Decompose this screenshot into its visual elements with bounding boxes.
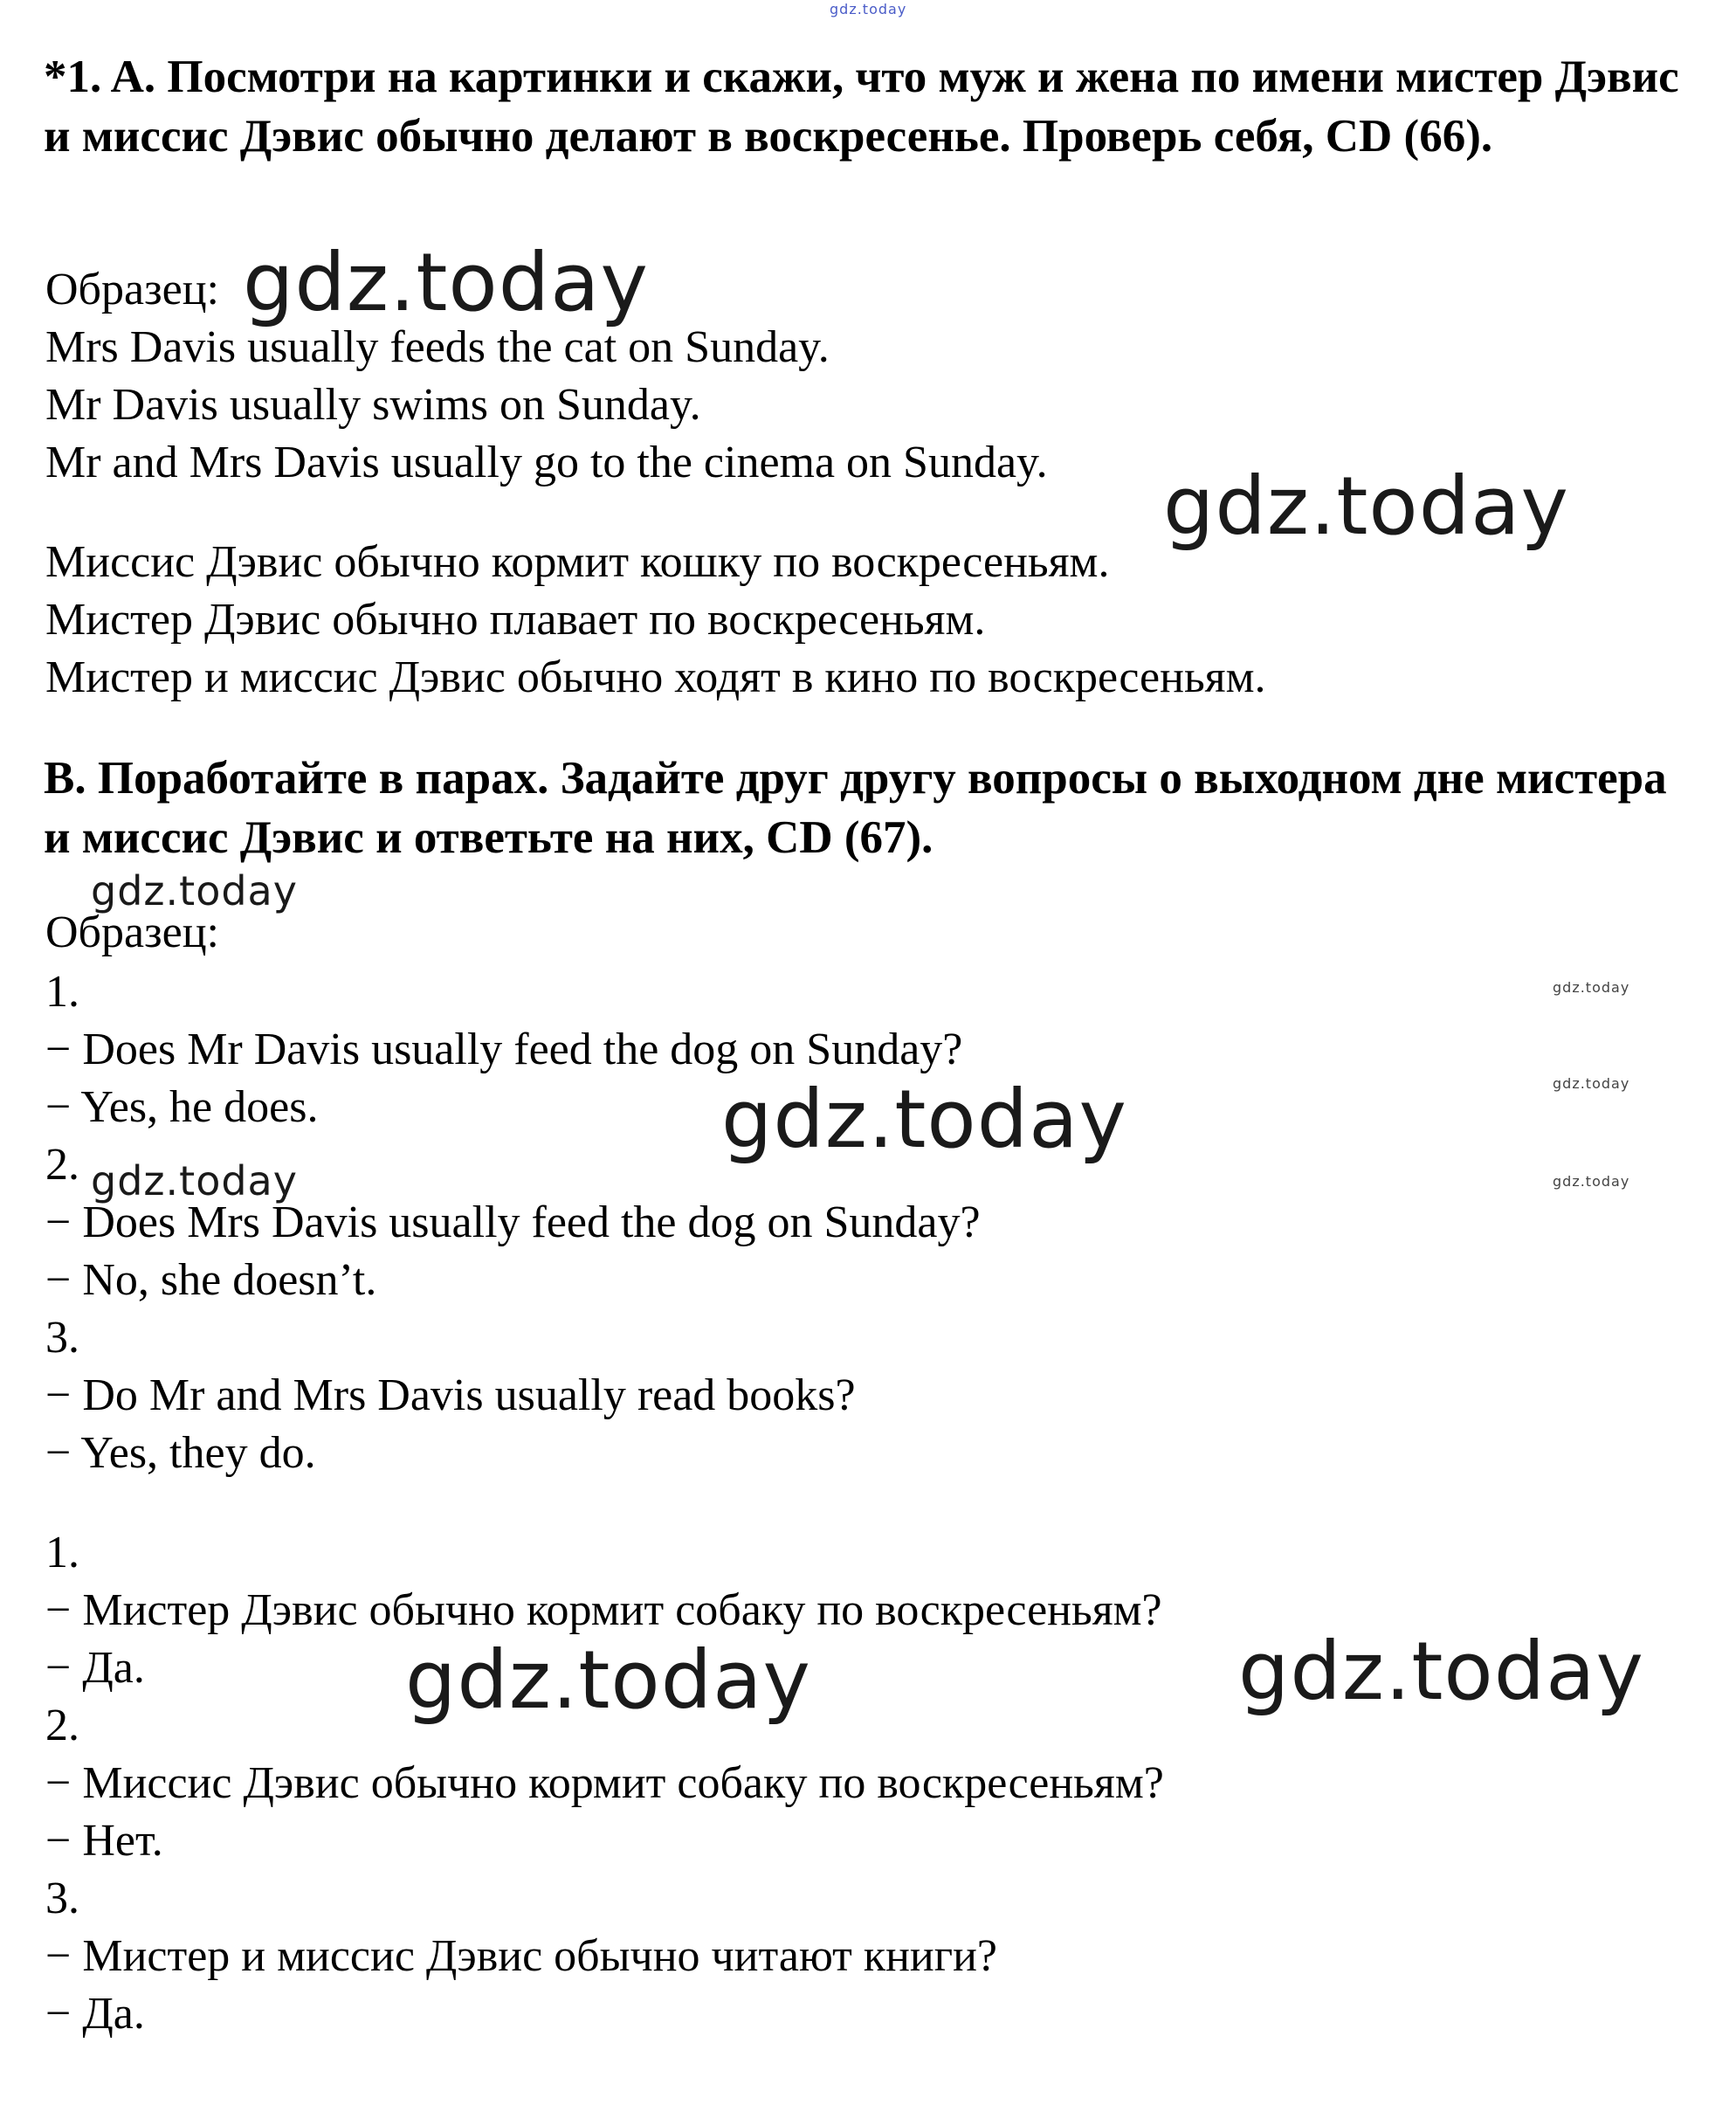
task-a-english-line: Mr and Mrs Davis usually go to the cinema on Sunday. (45, 438, 1048, 487)
task-b-question: − Мистер и миссис Дэвис обычно читают книги? (45, 1931, 997, 1981)
task-b-item-number: 2. (45, 1701, 79, 1750)
task-b-answer: − Нет. (45, 1816, 163, 1866)
task-b-item-number: 3. (45, 1313, 79, 1363)
watermark-medium: gdz.today (91, 1157, 298, 1204)
task-b-item-number: 1. (45, 967, 79, 1017)
watermark-medium: gdz.today (91, 867, 298, 915)
task-b-sample-label: Образец: (45, 908, 219, 957)
task-b-answer: − Да. (45, 1989, 145, 2039)
task-b-question: − Does Mrs Davis usually feed the dog on Sunday? (45, 1197, 981, 1247)
watermark-large: gdz.today (1238, 1625, 1644, 1718)
task-b-question: − Мистер Дэвис обычно кормит собаку по воскресеньям? (45, 1585, 1162, 1635)
watermark-large: gdz.today (405, 1633, 811, 1727)
task-b-answer: − Да. (45, 1643, 145, 1693)
task-b-answer: − Yes, they do. (45, 1428, 316, 1478)
task-a-russian-line: Миссис Дэвис обычно кормит кошку по воскресеньям. (45, 537, 1110, 587)
watermark-small: gdz.today (1553, 1075, 1630, 1092)
watermark-large: gdz.today (1163, 459, 1569, 553)
watermark-large: gdz.today (243, 236, 649, 329)
task-b-item-number: 3. (45, 1874, 79, 1923)
watermark-small: gdz.today (1553, 1173, 1630, 1190)
task-b-item-number: 2. (45, 1140, 79, 1190)
task-b-question: − Do Mr and Mrs Davis usually read books? (45, 1370, 856, 1420)
task-a-russian-line: Мистер Дэвис обычно плавает по воскресеньям. (45, 595, 986, 645)
watermark-large: gdz.today (721, 1073, 1127, 1166)
task-b-answer: − Yes, he does. (45, 1082, 319, 1132)
task-b-question: − Does Mr Davis usually feed the dog on Sunday? (45, 1025, 963, 1074)
task-a-english-line: Mr Davis usually swims on Sunday. (45, 380, 701, 430)
task-a-sample-label: Образец: (45, 265, 219, 314)
watermark-top: gdz.today (830, 1, 907, 17)
task-a-english-line: Mrs Davis usually feeds the cat on Sunday. (45, 322, 830, 372)
task-b-heading: B. Поработайте в парах. Задайте друг другу вопросы о выходном дне мистера и миссис Дэвис и ответьте на них, CD (67). (44, 753, 1667, 863)
watermark-small: gdz.today (1553, 979, 1630, 996)
task-a-russian-line: Мистер и миссис Дэвис обычно ходят в кино по воскресеньям. (45, 652, 1266, 702)
task-a-heading: *1. A. Посмотри на картинки и скажи, что муж и жена по имени мистер Дэвис и миссис Дэвис обычно делают в воскресенье. Проверь себя, CD (66). (44, 52, 1679, 162)
task-b-item-number: 1. (45, 1528, 79, 1577)
task-b-question: − Миссис Дэвис обычно кормит собаку по воскресеньям? (45, 1758, 1164, 1808)
task-b-answer: − No, she doesn’t. (45, 1255, 377, 1305)
